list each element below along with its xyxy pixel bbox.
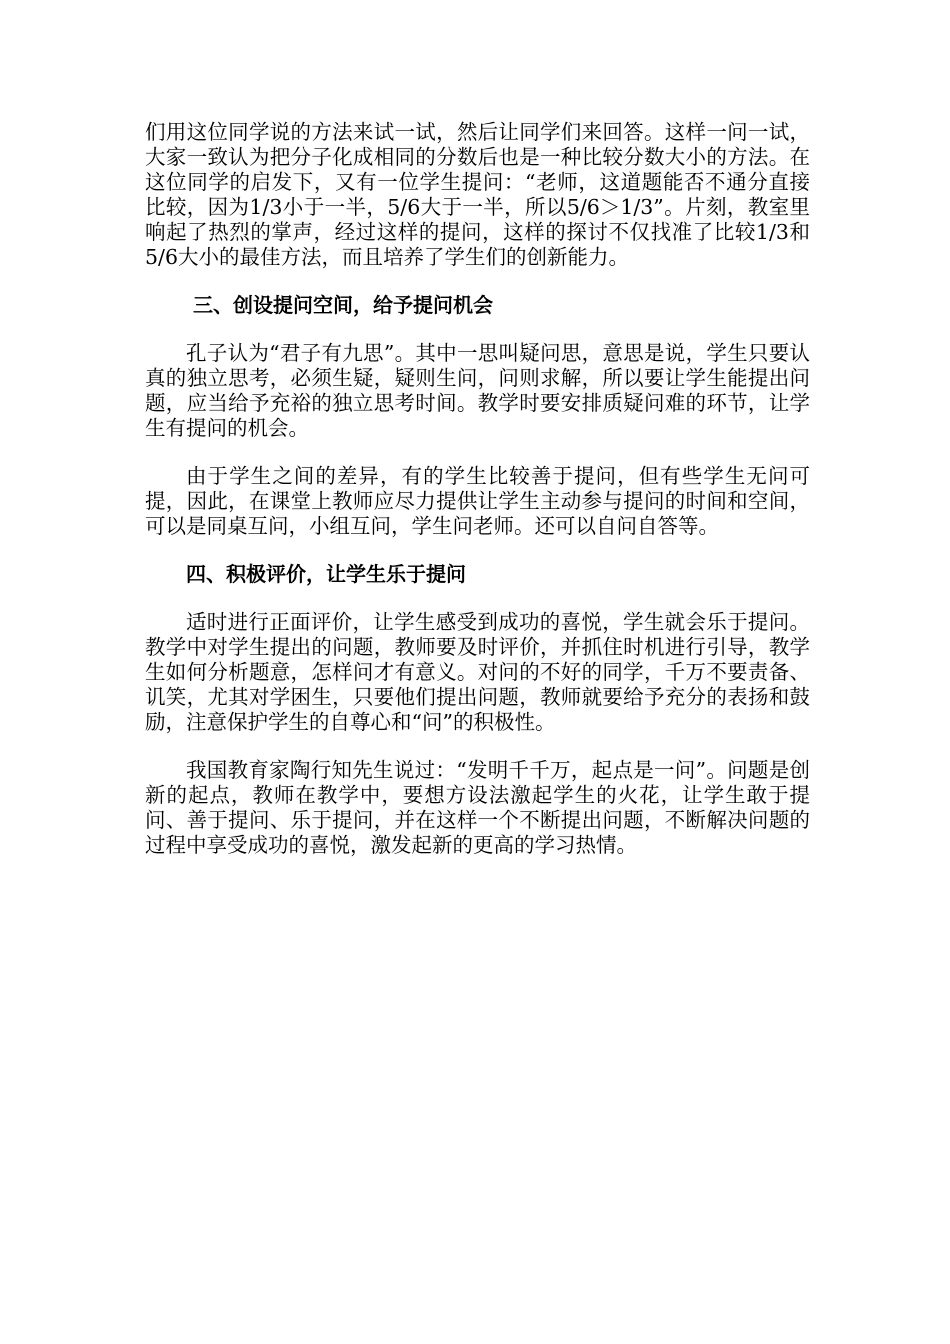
paragraph-continuation: 们用这位同学说的方法来试一试，然后让同学们来回答。这样一问一试，大家一致认为把分子化成相同的分数后也是一种比较分数大小的方法。在这位同学的启发下，又有一位学生提问：“老师，这道题能否不通分直接比较，因为1/3小于一半，5/6大于一半，所以5/6＞1/3”。片刻，教室里响起了热烈的掌声，经过这样的提问，这样的探讨不仅找准了比较1/3和5/6大小的最佳方法，而且培养了学生们的创新能力。 bbox=[145, 120, 810, 269]
section-heading-3: 三、创设提问空间，给予提问机会 bbox=[193, 293, 493, 317]
paragraph-positive-evaluation: 适时进行正面评价，让学生感受到成功的喜悦，学生就会乐于提问。教学中对学生提出的问题，教师要及时评价，并抓住时机进行引导，教学生如何分析题意，怎样问才有意义。对问的不好的同学，千万不要责备、讥笑，尤其对学困生，只要他们提出问题，教师就要给予充分的表扬和鼓励，注意保护学生的自尊心和“问”的积极性。 bbox=[145, 610, 810, 734]
paragraph-confucius: 孔子认为“君子有九思”。其中一思叫疑问思，意思是说，学生只要认真的独立思考，必须生疑，疑则生问，问则求解，所以要让学生能提出问题，应当给予充裕的独立思考时间。教学时要安排质疑问难的环节，让学生有提问的机会。 bbox=[145, 341, 810, 440]
paragraph-tao-xingzhi: 我国教育家陶行知先生说过：“发明千千万，起点是一问”。问题是创新的起点，教师在教学中，要想方设法激起学生的火花，让学生敢于提问、善于提问、乐于提问，并在这样一个不断提出问题，不断解决问题的过程中享受成功的喜悦，激发起新的更高的学习热情。 bbox=[145, 758, 810, 857]
section-heading-4: 四、积极评价，让学生乐于提问 bbox=[186, 562, 466, 586]
paragraph-student-differences: 由于学生之间的差异，有的学生比较善于提问，但有些学生无问可提，因此，在课堂上教师应尽力提供让学生主动参与提问的时间和空间，可以是同桌互问，小组互问，学生问老师。还可以自问自答等。 bbox=[145, 464, 810, 538]
document-page bbox=[145, 120, 810, 858]
